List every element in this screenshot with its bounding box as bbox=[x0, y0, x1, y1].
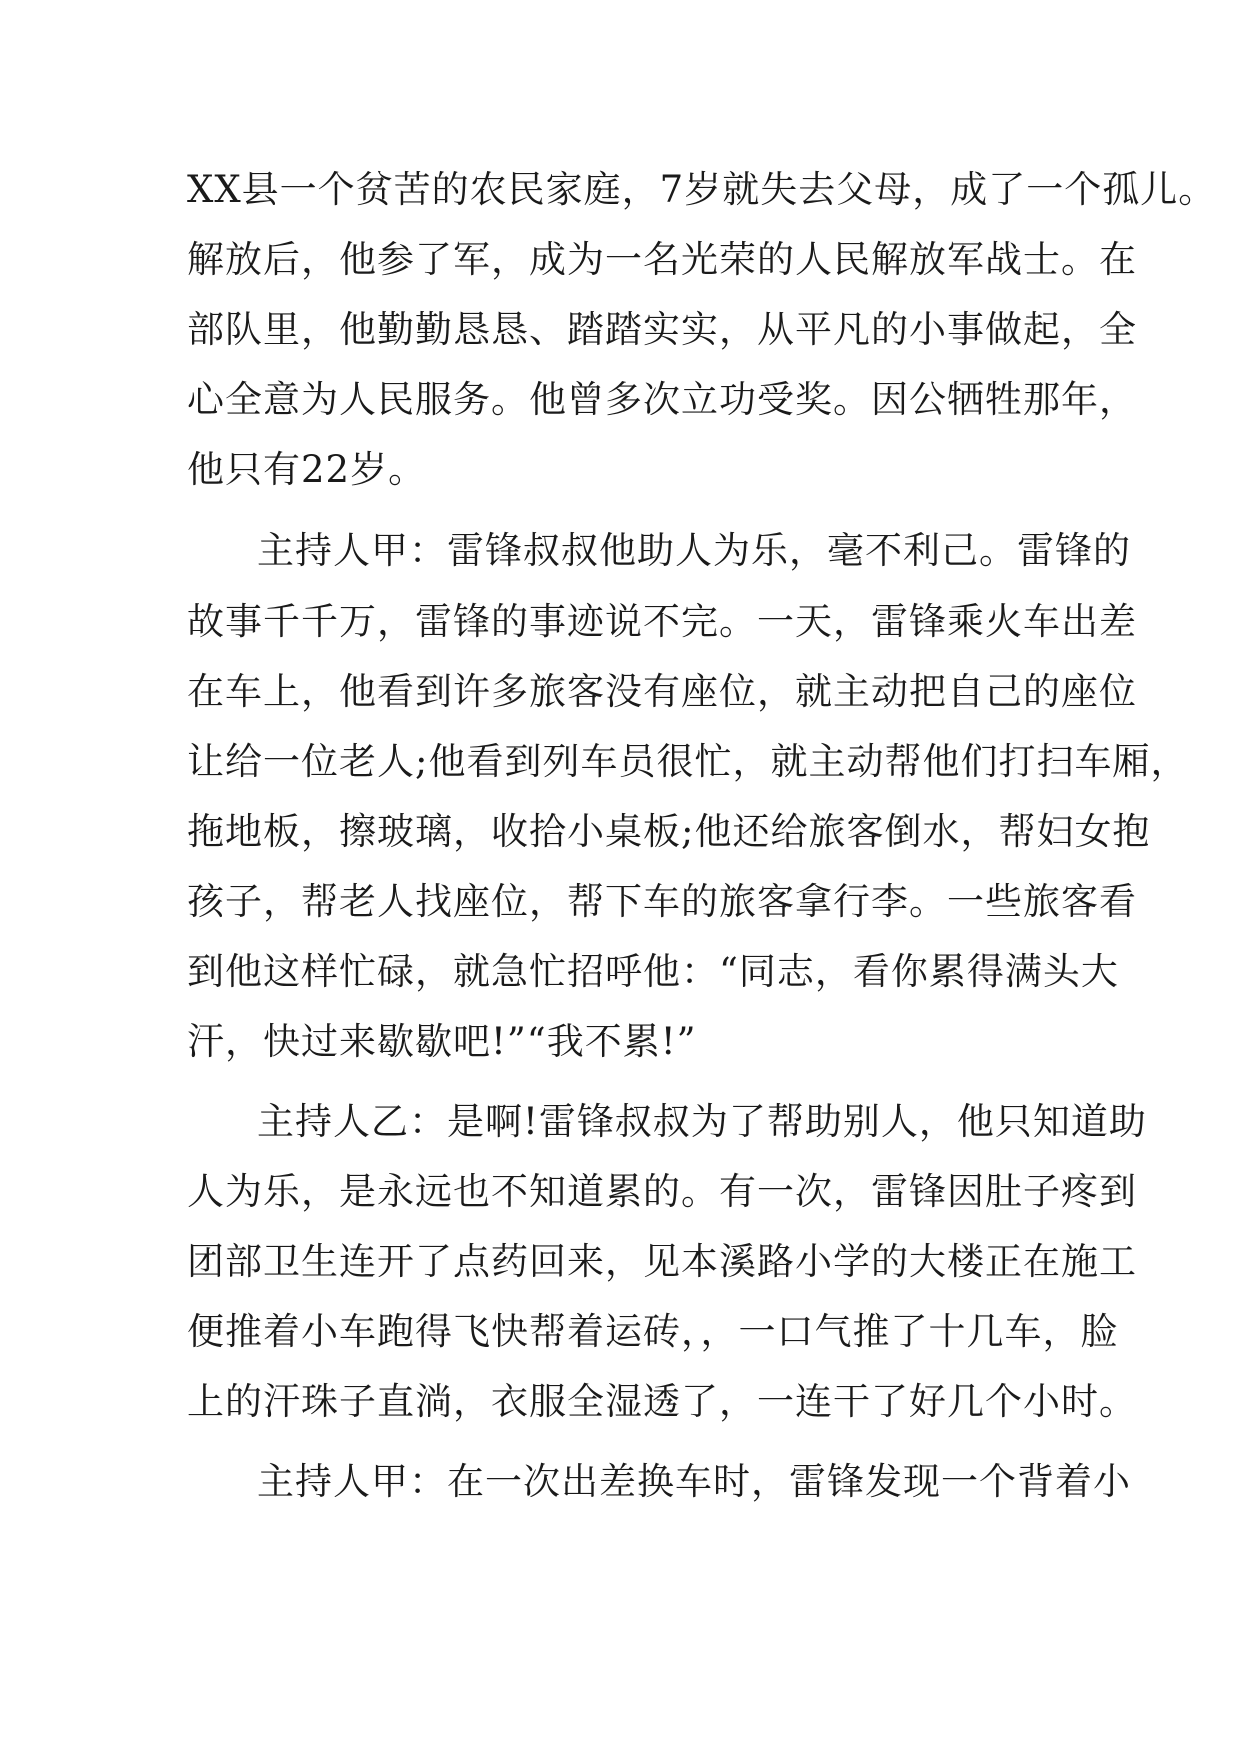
text-line: 让给一位老人;他看到列车员很忙，就主动帮他们打扫车厢， bbox=[187, 740, 1189, 783]
text-line: 上的汗珠子直淌，衣服全湿透了，一连干了好几个小时。 bbox=[187, 1380, 1137, 1423]
text-line: 在车上，他看到许多旅客没有座位，就主动把自己的座位 bbox=[187, 670, 1137, 713]
text-line: 他只有22岁。 bbox=[187, 448, 427, 491]
text-line: 解放后，他参了军，成为一名光荣的人民解放军战士。在 bbox=[187, 238, 1137, 281]
text-line: 团部卫生连开了点药回来，见本溪路小学的大楼正在施工 bbox=[187, 1240, 1137, 1283]
text-line: 到他这样忙碌，就急忙招呼他：“同志，看你累得满头大 bbox=[187, 950, 1119, 993]
text-line: 故事千千万，雷锋的事迹说不完。一天，雷锋乘火车出差 bbox=[187, 600, 1137, 643]
text-line: 主持人甲：在一次出差换车时，雷锋发现一个背着小 bbox=[257, 1460, 1131, 1503]
text-line: XX县一个贫苦的农民家庭，7岁就失去父母，成了一个孤儿。 bbox=[187, 168, 1217, 211]
text-line: 主持人乙：是啊!雷锋叔叔为了帮助别人，他只知道助 bbox=[257, 1100, 1147, 1143]
text-line: 部队里，他勤勤恳恳、踏踏实实，从平凡的小事做起，全 bbox=[187, 308, 1137, 351]
text-line: 人为乐，是永远也不知道累的。有一次，雷锋因肚子疼到 bbox=[187, 1170, 1137, 1213]
text-line: 汗，快过来歇歇吧!”“我不累!” bbox=[187, 1020, 697, 1063]
text-line: 主持人甲：雷锋叔叔他助人为乐，毫不利己。雷锋的 bbox=[257, 529, 1131, 572]
text-line: 拖地板，擦玻璃，收拾小桌板;他还给旅客倒水，帮妇女抱 bbox=[187, 810, 1151, 853]
text-line: 心全意为人民服务。他曾多次立功受奖。因公牺牲那年， bbox=[187, 378, 1137, 421]
text-line: 孩子，帮老人找座位，帮下车的旅客拿行李。一些旅客看 bbox=[187, 880, 1137, 923]
text-line: 便推着小车跑得飞快帮着运砖，，一口气推了十几车，脸 bbox=[187, 1310, 1119, 1353]
